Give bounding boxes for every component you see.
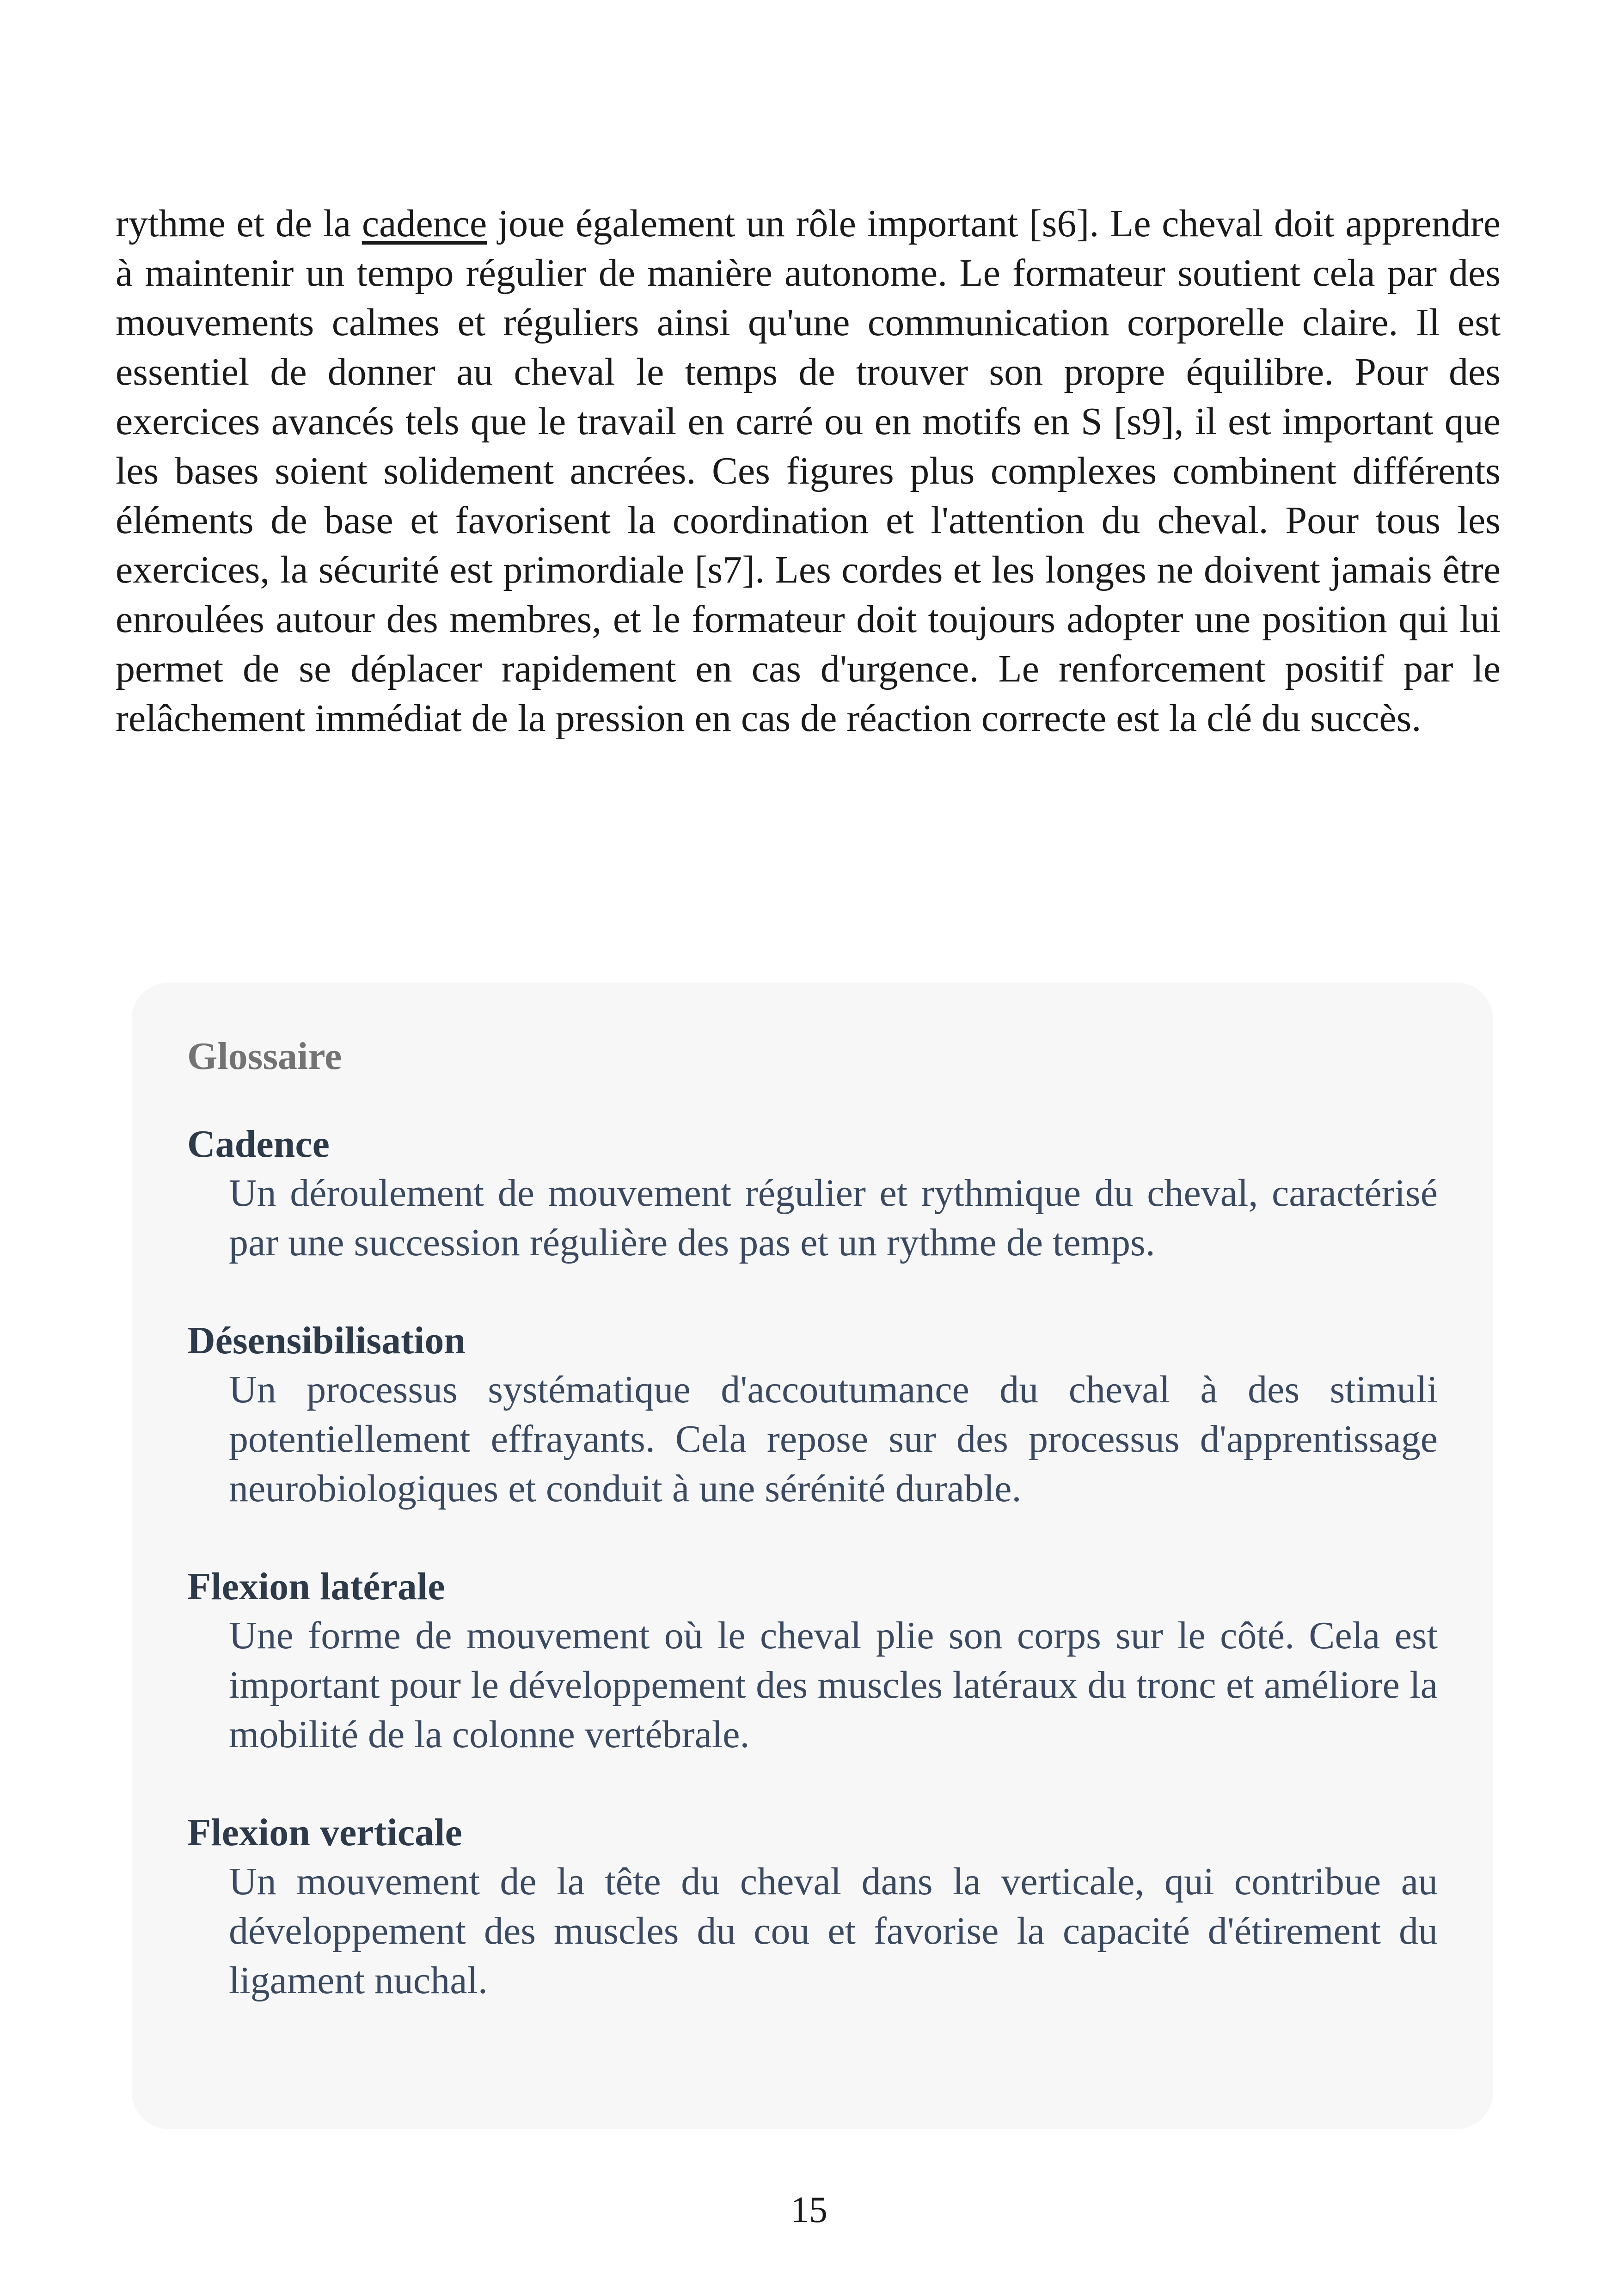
glossary-definition: Un déroulement de mouvement régulier et rythmique du cheval, caractérisé par une succession régulière des pas et un rythme de temps. xyxy=(229,1172,1438,1264)
glossary-box xyxy=(132,982,1493,2129)
body-paragraph xyxy=(116,199,1501,743)
body-text-after-term: joue également un rôle important [s6]. Le cheval doit apprendre à maintenir un tempo régulier de manière autonome. Le formateur soutient cela par des mouvements calmes et réguliers ainsi qu'une communication corporelle claire. Il est essentiel de donner au cheval le temps de trouver son propre équilibre. Pour des exercices avancés tels que le travail en carré ou en motifs en S [s9], il est important que les bases soient solidement ancrées. Ces figures plus complexes combinent différents éléments de base et favorisent la coordination et l'attention du cheval. Pour tous les exercices, la sécurité est primordiale [s7]. Les cordes et les longes ne doivent jamais être enroulées autour des membres, et le formateur doit toujours adopter une position qui lui permet de se déplacer rapidement en cas d'urgence. Le renforcement positif par le relâchement immédiat de la pression en cas de réaction correcte est la clé du succès. xyxy=(116,202,1501,740)
glossary-term: Flexion verticale xyxy=(187,1811,462,1854)
glossary-entry xyxy=(187,1317,1438,1513)
glossary-entry xyxy=(187,1809,1438,2005)
glossary-definition: Un mouvement de la tête du cheval dans la verticale, qui contribue au développement des muscles du cou et favorise la capacité d'étirement du ligament nuchal. xyxy=(229,1860,1438,2002)
body-text-before-term: rythme et de la xyxy=(116,202,362,245)
page-number: 15 xyxy=(791,2190,827,2230)
glossary-term: Désensibilisation xyxy=(187,1319,466,1362)
glossary-term-link-cadence[interactable]: cadence xyxy=(362,202,487,245)
glossary-title: Glossaire xyxy=(187,1035,342,1078)
glossary-term: Cadence xyxy=(187,1123,330,1166)
glossary-term: Flexion latérale xyxy=(187,1565,445,1608)
glossary-entry xyxy=(187,1563,1438,1759)
glossary-entry xyxy=(187,1120,1438,1267)
glossary-definition: Une forme de mouvement où le cheval plie son corps sur le côté. Cela est important pour le développement des muscles latéraux du tronc et améliore la mobilité de la colonne vertébrale. xyxy=(229,1614,1438,1756)
glossary-definition: Un processus systématique d'accoutumance du cheval à des stimuli potentiellement effrayants. Cela repose sur des processus d'apprentissage neurobiologiques et conduit à une sérénité durable. xyxy=(229,1368,1438,1510)
